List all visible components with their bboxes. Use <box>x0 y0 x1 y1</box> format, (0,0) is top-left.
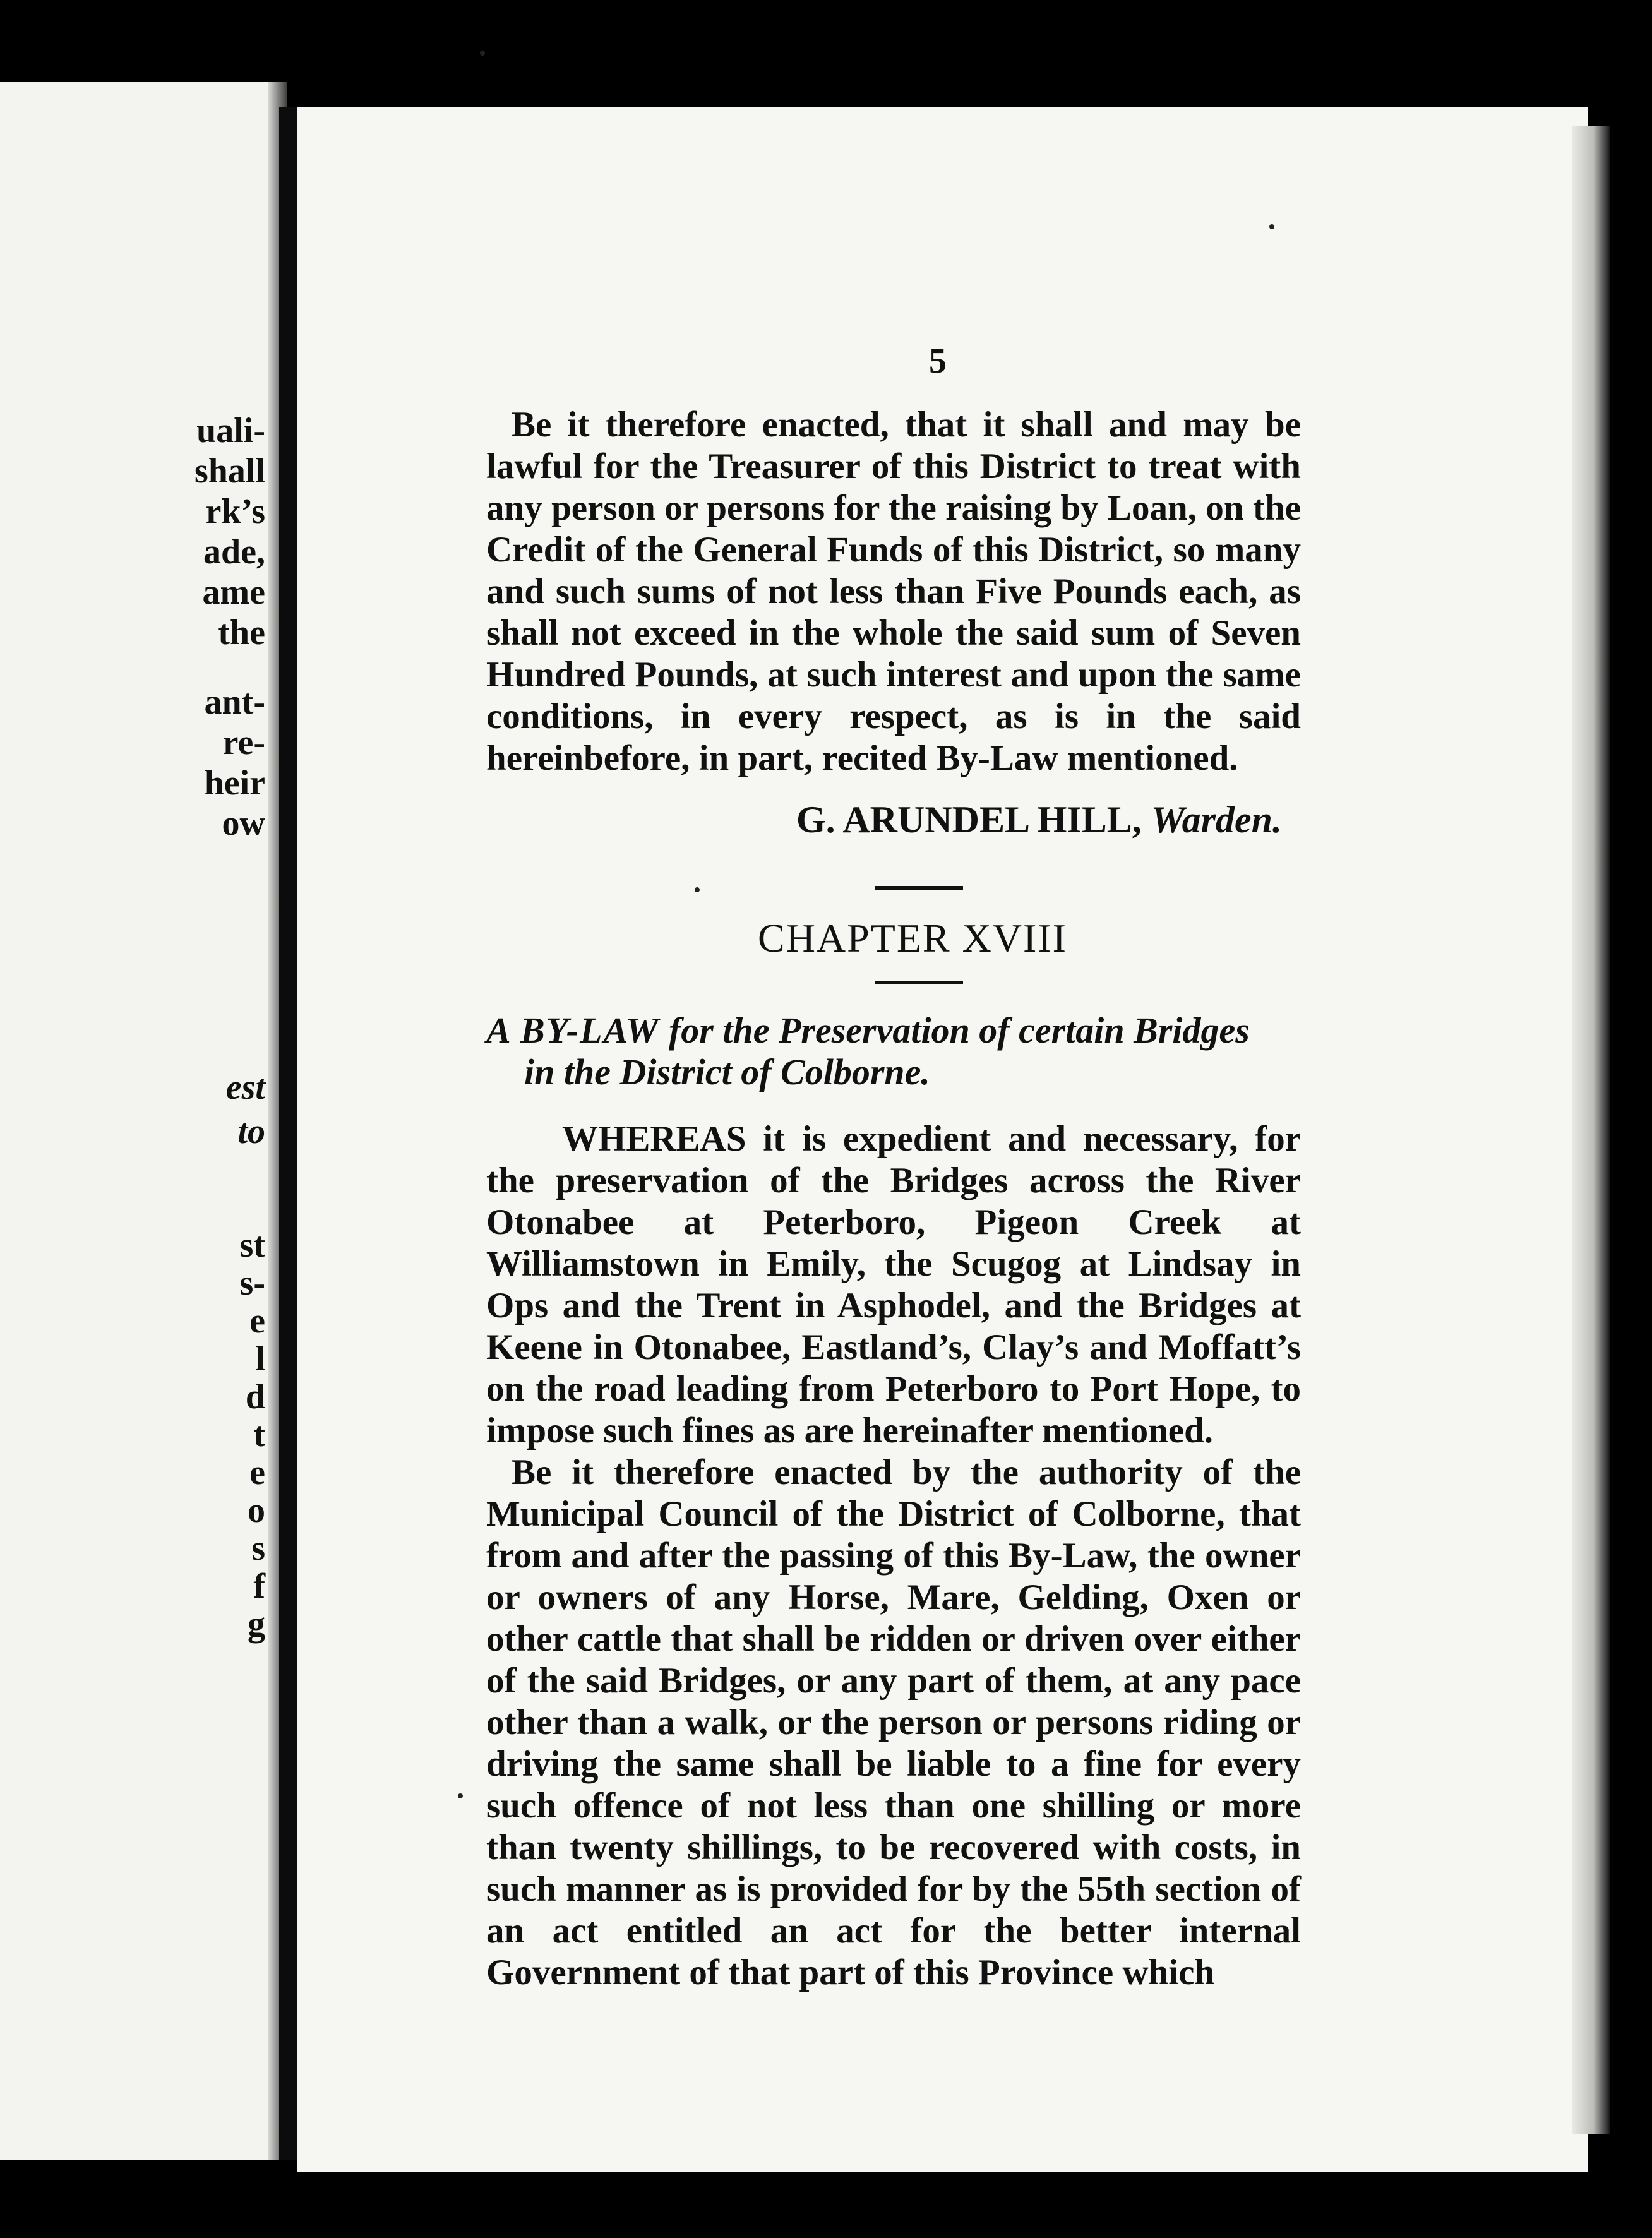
facing-page-fragment: re- <box>222 723 265 762</box>
facing-page-fragment: ame <box>202 573 265 612</box>
facing-page-fragment: s <box>251 1529 265 1568</box>
enactment-paragraph-2: Be it therefore enacted by the authority of the Municipal Council of the District of Colborne, that from and after the passing of this By-Law, the owner or owners of any Horse, Mare, Gelding, Oxen or other cattle that shall be ridden or driven over either of the said Bridges, or any part of them, at any pace other than a walk, or the person or persons riding or driving the same shall be liable to a fine for every such offence of not less than one shilling or more than twenty shillings, to be recovered with costs, in such manner as is provided for by the 55th section of an act entitled an act for the better internal Government of that part of this Province which <box>486 1452 1301 1992</box>
speck <box>480 51 485 56</box>
section-rule <box>875 886 963 890</box>
book-spine <box>279 107 298 2160</box>
chapter-heading: CHAPTER XVIII <box>758 916 1067 960</box>
facing-page-fragment: f <box>253 1567 265 1606</box>
speck <box>458 1793 463 1798</box>
section-rule <box>875 981 963 984</box>
facing-page-fragment: the <box>218 613 265 652</box>
facing-page-fragment: o <box>248 1491 265 1530</box>
signatory-name: G. ARUNDEL HILL, <box>796 799 1142 841</box>
facing-page-fragment: t <box>253 1415 265 1454</box>
page-number: 5 <box>929 342 947 381</box>
facing-page-fragment: shall <box>194 452 265 491</box>
bylaw-title-line2: in the District of Colborne. <box>524 1051 930 1092</box>
facing-page <box>0 82 278 2160</box>
signature-line <box>486 798 1301 842</box>
bylaw-title <box>486 1010 1301 1093</box>
facing-page-text-fragments <box>139 82 265 2160</box>
speck <box>1269 224 1274 229</box>
page-edge <box>1572 126 1610 2134</box>
signatory-title: Warden. <box>1151 799 1282 841</box>
facing-page-fragment: heir <box>204 763 265 803</box>
facing-page-fragment: est <box>225 1068 265 1107</box>
bylaw-title-rest: for the Preservation of certain Bridges <box>668 1010 1250 1051</box>
facing-page-fragment: rk’s <box>205 492 265 531</box>
facing-page-fragment: e <box>249 1453 265 1492</box>
facing-page-fragment: ow <box>222 804 265 843</box>
facing-page-fragment: st <box>239 1226 265 1265</box>
facing-page-fragment: e <box>249 1302 265 1341</box>
facing-page-fragment: g <box>248 1605 265 1644</box>
facing-page-fragment: ant- <box>204 683 265 722</box>
facing-page-fragment: ade, <box>203 532 265 571</box>
facing-page-fragment: to <box>237 1112 265 1151</box>
facing-page-fragment: uali- <box>196 411 265 450</box>
facing-page-fragment: s- <box>239 1264 265 1303</box>
facing-page-fragment: d <box>245 1377 265 1416</box>
whereas-paragraph: WHEREAS it is expedient and necessary, for the preservation of the Bridges across the River Otonabee at Peterboro, Pigeon Creek at Williamstown in Emily, the Scugog at Lindsay in Ops and the Trent in Asphodel, and the Bridges at Keene in Otonabee, Eastland’s, Clay’s and Moffatt’s on the road leading from Peterboro to Port Hope, to impose such fines as are hereinafter mentioned. <box>486 1119 1301 1451</box>
page-content <box>486 341 1301 1994</box>
facing-page-fragment: l <box>255 1339 265 1379</box>
bylaw-title-lead: A BY-LAW <box>486 1010 660 1051</box>
enactment-paragraph: Be it therefore enacted, that it shall and may be lawful for the Treasurer of this District to treat with any person or persons for the raising by Loan, on the Credit of the General Funds of this District, so many and such sums of not less than Five Pounds each, as shall not exceed in the whole the said sum of Seven Hundred Pounds, at such interest and upon the same conditions, in every respect, as is in the said hereinbefore, in part, recited By-Law mentioned. <box>486 405 1301 778</box>
